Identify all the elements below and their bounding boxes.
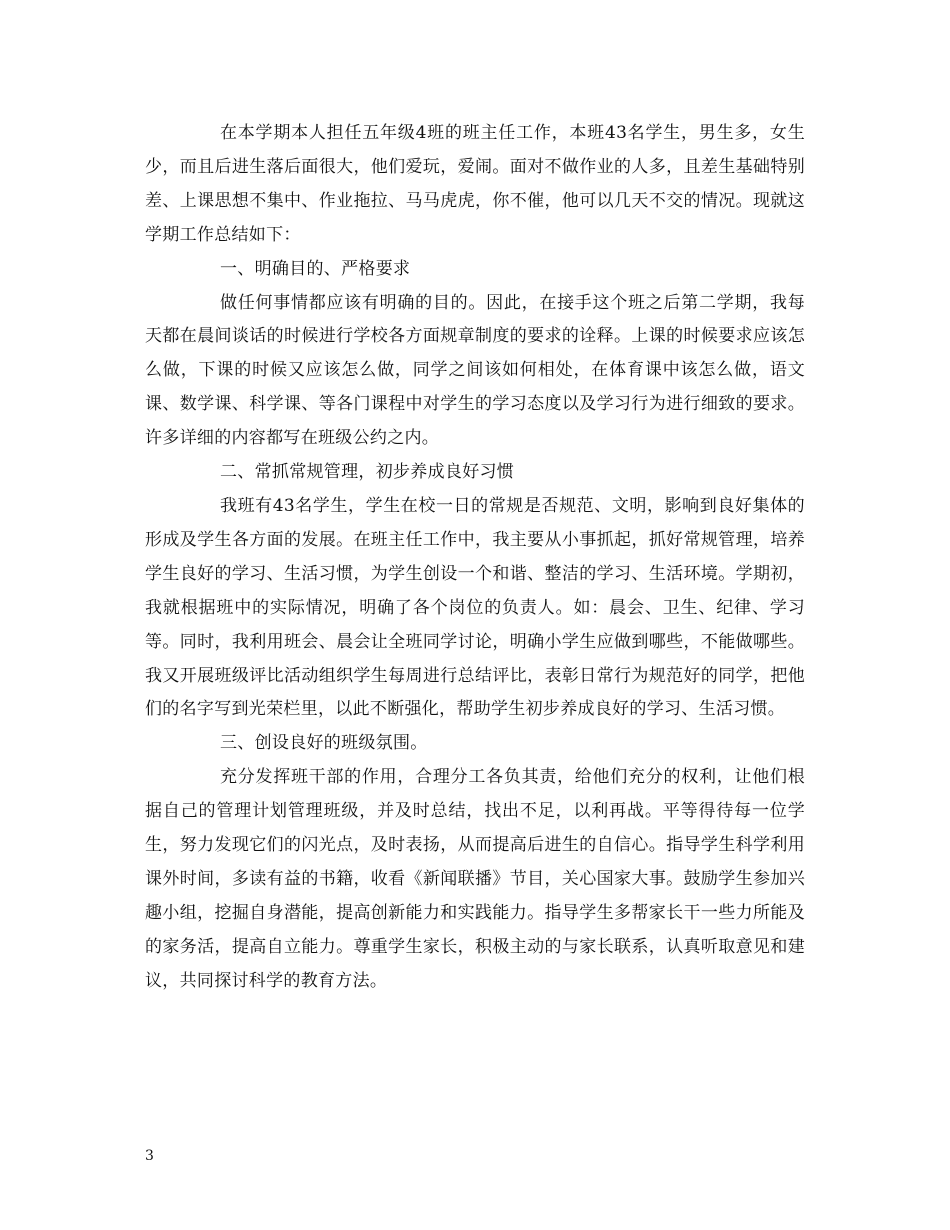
- paragraph-section-1: 做任何事情都应该有明确的目的。因此，在接手这个班之后第二学期，我每天都在晨间谈话的时候进行学校各方面规章制度的要求的诠释。上课的时候要求应该怎么做，下课的时候又应该怎么做，同学之间该如何相处，在体育课中该怎么做，语文课、数学课、科学课、等各门课程中对学生的学习态度以及学习行为进行细致的要求。许多详细的内容都写在班级公约之内。: [145, 292, 805, 449]
- document-body: [145, 117, 805, 999]
- section-heading-2: 二、常抓常规管理，初步养成良好习惯: [220, 462, 515, 483]
- paragraph-section-2: 我班有43名学生，学生在校一日的常规是否规范、文明，影响到良好集体的形成及学生各方面的发展。在班主任工作中，我主要从小事抓起，抓好常规管理，培养学生良好的学习、生活习惯，为学生创设一个和谐、整洁的学习、生活环境。学期初，我就根据班中的实际情况，明确了各个岗位的负责人。如：晨会、卫生、纪律、学习等。同时，我利用班会、晨会让全班同学讨论，明确小学生应做到哪些，不能做哪些。我又开展班级评比活动组织学生每周进行总结评比，表彰日常行为规范好的同学，把他们的名字写到光荣栏里，以此不断强化，帮助学生初步养成良好的学习、生活习惯。: [145, 495, 805, 720]
- section-heading-3: 三、创设良好的班级氛围。: [220, 733, 428, 754]
- section-heading-1: 一、明确目的、严格要求: [220, 258, 411, 279]
- page-number: 3: [145, 1148, 154, 1164]
- paragraph-intro: 在本学期本人担任五年级4班的班主任工作，本班43名学生，男生多，女生少，而且后进生落后面很大，他们爱玩，爱闹。面对不做作业的人多，且差生基础特别差、上课思想不集中、作业拖拉、马马虎虎，你不催，他可以几天不交的情况。现就这学期工作总结如下：: [145, 123, 805, 245]
- paragraph-section-3: 充分发挥班干部的作用，合理分工各负其责，给他们充分的权利，让他们根据自己的管理计划管理班级，并及时总结，找出不足，以利再战。平等得待每一位学生，努力发现它们的闪光点，及时表扬，从而提高后进生的自信心。指导学生科学利用课外时间，多读有益的书籍，收看《新闻联播》节目，关心国家大事。鼓励学生参加兴趣小组，挖掘自身潜能，提高创新能力和实践能力。指导学生多帮家长干一些力所能及的家务活，提高自立能力。尊重学生家长，积极主动的与家长联系，认真听取意见和建议，共同探讨科学的教育方法。: [145, 767, 805, 991]
